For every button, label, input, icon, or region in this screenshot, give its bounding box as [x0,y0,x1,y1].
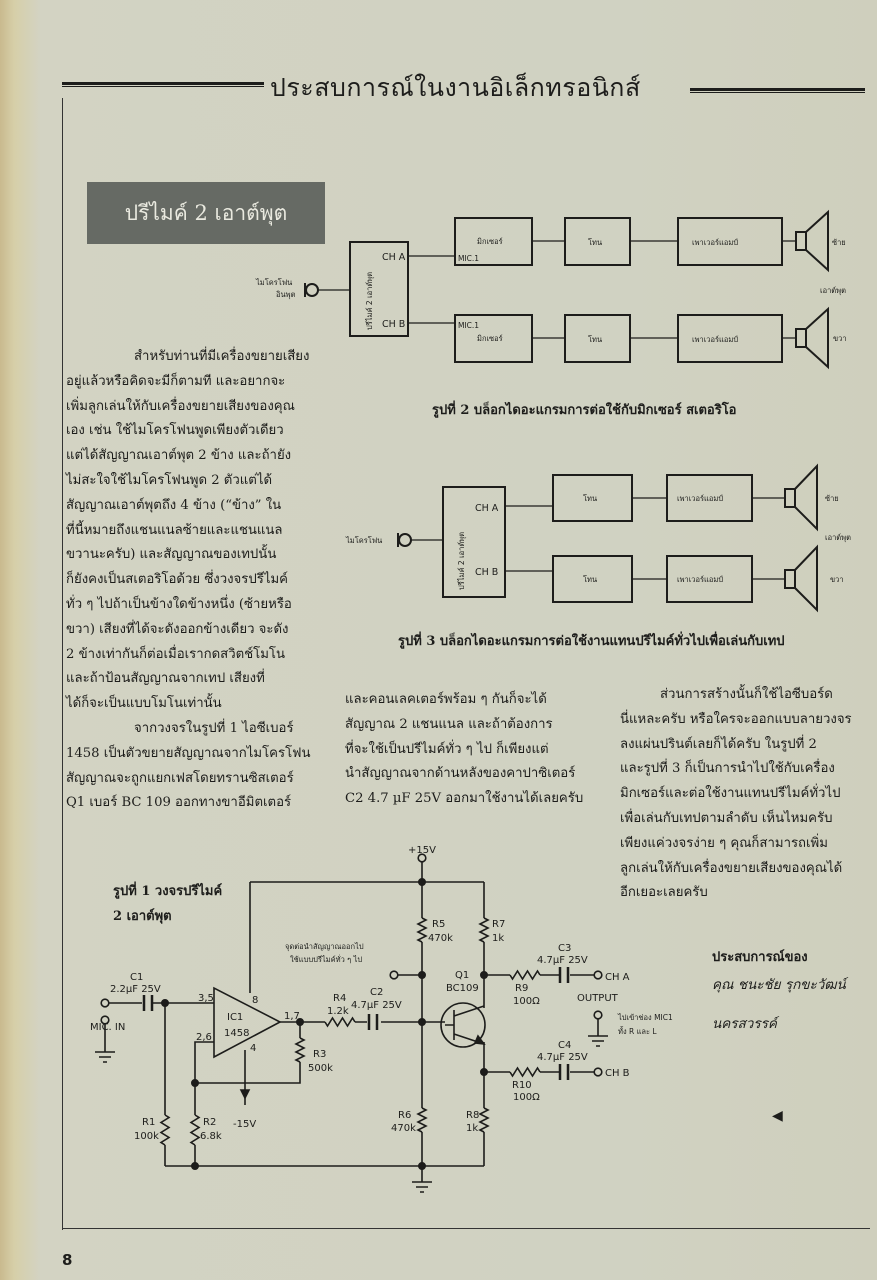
signature-heading: ประสบการณ์ของ [712,950,808,965]
ch-a-label: CH A [475,503,499,514]
r9-label: R9 [515,983,529,994]
paragraph-line: และถ้าป้อนสัญญาณจากเทป เสียงที่ [66,671,265,687]
r3-label: R3 [313,1049,327,1060]
paragraph-line: สัญญาณ 2 แชนแนล และถ้าต้องการ [345,716,553,732]
resistor-r2 [191,1115,199,1145]
figure-2-caption: รูปที่ 2 บล็อกไดอะแกรมการต่อใช้กับมิกเซอร์ สเตอริโอ [432,403,737,418]
paragraph-line: เพิ่มลูกเล่นให้กับเครื่องขยายเสียงของคุณ [66,398,295,414]
ch-b-terminal [594,1068,602,1076]
mic-label: ไมโครโฟน [256,278,293,287]
r3-value: 500k [308,1063,333,1074]
paragraph-line: อีกเยอะเลยครับ [620,885,708,901]
page-number: 8 [62,1251,73,1269]
r1-value: 100k [134,1131,159,1142]
junction-dot [481,972,487,978]
r8-label: R8 [466,1110,480,1121]
output-note: ทั้ง R และ L [618,1027,657,1036]
output-label: เอาต์พุต [825,533,851,542]
output-label: เอาต์พุต [820,286,846,295]
preamp-label: ปรีไมค์ 2 เอาต์พุต [457,531,466,590]
c3-value: 4.7µF 25V [537,955,588,966]
paragraph-line: ได้ก็จะเป็นแบบโมโนเท่านั้น [66,696,222,712]
tone-label: โทน [588,335,603,344]
microphone-icon [399,534,411,546]
ground-terminal [594,1011,602,1019]
power-amp-label: เพาเวอร์แอมป์ [677,575,724,584]
q1-label: Q1 [455,970,470,981]
section-header-title: ประสบการณ์ในงานอิเล็กทรอนิกส์ [270,73,641,102]
preamp-label: ปรีไมค์ 2 เอาต์พุต [365,271,374,330]
ch-a-terminal [594,971,602,979]
mic-in-terminal [101,999,109,1007]
paragraph-line: มิกเซอร์และต่อใช้งานแทนปรีไมค์ทั่วไป [620,786,841,802]
speaker-icon [796,309,828,367]
c1-label: C1 [130,972,144,983]
r7-label: R7 [492,919,506,930]
ch-b-output-label: CH B [605,1068,630,1079]
paragraph-line: เอง เช่น ใช้ไมโครโฟนพูดเพียงตัวเดียว [66,423,284,439]
capacitor-c3 [560,967,568,983]
mic-label: ไมโครโฟน [346,536,383,545]
resistor-r6 [418,1108,426,1132]
paragraph-line: จากวงจรในรูปที่ 1 ไอซีเบอร์ [134,720,294,736]
resistor-r4 [325,1018,355,1026]
c2-label: C2 [370,987,384,998]
mixer-label: มิกเซอร์ [477,334,503,343]
c4-value: 4.7µF 25V [537,1052,588,1063]
pin-label: 8 [252,995,259,1006]
paragraph-line: อยู่แล้วหรือคิดจะมีก็ตามที และอยากจะ [66,373,286,389]
article-title: ปรีไมค์ 2 เอาต์พุต [87,182,325,244]
paragraph-line: 1458 เป็นตัวขยายสัญญาณจากไมโครโฟน [66,745,311,761]
tap-note: จุดต่อนำสัญญาณออกไป [285,942,364,951]
speaker-icon [796,212,828,270]
paragraph-line: 2 ข้างเท่ากันก็ต่อเมื่อเรากดสวิตช์โมโน [66,646,286,662]
tap-terminal [390,971,398,979]
output-label: OUTPUT [577,993,618,1004]
end-mark-icon: ◀ [772,1108,783,1124]
ground-icon [95,1052,115,1062]
paragraph-line: ลูกเล่นให้กับเครื่องขยายเสียงของคุณได้ [620,860,843,876]
resistor-r7 [480,918,488,942]
c4-label: C4 [558,1040,572,1051]
figure-3-caption: รูปที่ 3 บล็อกไดอะแกรมการต่อใช้งานแทนปรีไมค์ทั่วไปเพื่อเล่นกับเทป [398,634,785,649]
junction-dot [481,1069,487,1075]
junction-dot [419,879,425,885]
junction-dot [162,1000,168,1006]
tone-label: โทน [583,575,598,584]
paragraph-line: สัญญาณเอาต์พุตถึง 4 ข้าง (“ข้าง” ใน [66,497,282,513]
r4-label: R4 [333,993,347,1004]
signature-place: นครสวรรค์ [712,1016,777,1032]
paragraph-line: ไม่สะใจใช้ไมโครโฟนพูด 2 ตัวแต่ได้ [66,472,273,488]
r1-label: R1 [142,1117,156,1128]
ch-a-label: CH A [382,252,406,263]
pin-label: 2,6 [196,1032,212,1043]
paragraph-line: ทั่ว ๆ ไปถ้าเป็นข้างใดข้างหนึ่ง (ซ้ายหรือ [66,596,292,612]
wires [105,862,598,1182]
r7-value: 1k [492,933,505,944]
supply-pos-label: +15V [408,845,436,856]
r9-value: 100Ω [513,996,540,1007]
paragraph-line: และรูปที่ 3 ก็เป็นการนำไปใช้กับเครื่อง [620,761,835,777]
paragraph-line: นำสัญญาณจากด้านหลังของคาปาซิเตอร์ [345,766,576,782]
output-note: ไปเข้าช่อง MIC1 [618,1013,673,1022]
power-amp-label: เพาเวอร์แอมป์ [677,494,724,503]
ch-b-label: CH B [475,567,499,578]
figure-1-caption: 2 เอาต์พุต [113,909,172,924]
resistor-r10 [510,1068,540,1076]
figure-2-block-diagram [305,212,828,367]
r10-value: 100Ω [513,1092,540,1103]
resistor-r9 [510,971,540,979]
ground-icon [412,1182,432,1192]
r5-label: R5 [432,919,446,930]
paragraph-line: ที่จะใช้เป็นปรีไมค์ทั่ว ๆ ไป ก็เพียงแต่ [345,741,549,757]
r5-value: 470k [428,933,453,944]
paragraph-line: C2 4.7 µF 25V ออกมาใช้งานได้เลยครับ [345,791,584,807]
paragraph-line: และคอนเลคเตอร์พร้อม ๆ กันก็จะได้ [345,692,547,707]
arrow-icon [241,1090,249,1098]
paragraph-line: ที่นี้หมายถึงแชนแนลซ้ายและแชนแนล [66,522,283,538]
op-amp-triangle [214,988,280,1057]
capacitor-c2 [369,1014,377,1030]
c2-value: 4.7µF 25V [351,1000,402,1011]
mic1-label: MIC.1 [458,321,480,330]
paragraph-line: เพื่อเล่นกับเทปตามลำดับ เห็นไหมครับ [620,810,833,826]
r6-label: R6 [398,1110,412,1121]
r10-label: R10 [512,1080,532,1091]
right-label: ขวา [833,334,847,343]
speaker-icon [785,547,817,610]
left-label: ซ้าย [825,494,839,503]
junction-dot [419,972,425,978]
resistor-r5 [418,918,426,942]
resistor-r8 [480,1108,488,1132]
paragraph-line: สำหรับท่านที่มีเครื่องขยายเสียง [134,349,310,364]
paragraph-line: สัญญาณจะถูกแยกเฟสโดยทรานซิสเตอร์ [66,770,294,786]
paragraph-line: ขวา) เสียงที่ได้จะดังออกข้างเดียว จะดัง [66,621,289,637]
junction-dot [419,1163,425,1169]
power-amp-label: เพาเวอร์แอมป์ [692,238,739,247]
r4-value: 1.2k [327,1006,349,1017]
paragraph-line: แต่ได้สัญญาณเอาต์พุต 2 ข้าง และถ้ายัง [66,448,292,464]
figure-1-schematic [95,854,608,1192]
c1-value: 2.2µF 25V [110,984,161,995]
r6-value: 470k [391,1123,416,1134]
ground-icon [588,1036,608,1046]
ic1-label: IC1 [227,1012,244,1023]
ch-b-label: CH B [382,319,406,330]
mixer-label: มิกเซอร์ [477,237,503,246]
microphone-icon [306,284,318,296]
mic1-label: MIC.1 [458,254,480,263]
r2-value: 6.8k [200,1131,222,1142]
junction-dot [192,1163,198,1169]
resistor-r3 [296,1038,304,1062]
tone-label: โทน [588,238,603,247]
junction-dot [192,1080,198,1086]
mic-in-label: MIC. IN [90,1022,126,1033]
paragraph-line: ขวานะครับ) และสัญญาณของเทปนั้น [66,547,277,563]
paragraph-line: Q1 เบอร์ BC 109 ออกทางขาอีมิตเตอร์ [66,795,292,811]
supply-neg-label: -15V [233,1119,257,1130]
r8-value: 1k [466,1123,479,1134]
ic1-value: 1458 [224,1028,250,1039]
q1-value: BC109 [446,983,479,994]
pin-label: 4 [250,1043,257,1054]
r2-label: R2 [203,1117,217,1128]
mic-label: อินพุต [276,290,296,299]
paragraph-line: เพียงแค่วงจรง่าย ๆ คุณก็สามารถเพิ่ม [620,835,828,851]
signature-author: คุณ ชนะชัย รุกขะวัฒน์ [712,977,846,993]
capacitor-c4 [560,1064,568,1080]
paragraph-line: ส่วนการสร้างนั้นก็ใช้ไอซีบอร์ด [660,687,833,702]
capacitor-c1 [144,995,152,1011]
resistor-r1 [161,1115,169,1145]
tone-label: โทน [583,494,598,503]
c3-label: C3 [558,943,572,954]
ch-a-output-label: CH A [605,972,630,983]
speaker-icon [785,466,817,529]
pin-label: 3,5 [198,993,214,1004]
tap-note: ใช้แบบปรีไมค์ทั่ว ๆ ไป [290,955,363,964]
paragraph-line: ก็ยังคงเป็นสเตอริโอด้วย ซึ่งวงจรปรีไมค์ [66,572,288,588]
left-label: ซ้าย [832,238,846,247]
paragraph-line: นี่แหละครับ หรือใครจะออกแบบลายวงจร [620,711,852,727]
power-amp-label: เพาเวอร์แอมป์ [692,335,739,344]
right-label: ขวา [830,575,844,584]
pin-label: 1,7 [284,1011,300,1022]
figure-1-caption: รูปที่ 1 วงจรปรีไมค์ [113,884,223,899]
paragraph-line: ลงแผ่นปรินต์เลยก็ได้ครับ ในรูปที่ 2 [620,736,817,752]
junction-dot [419,1019,425,1025]
